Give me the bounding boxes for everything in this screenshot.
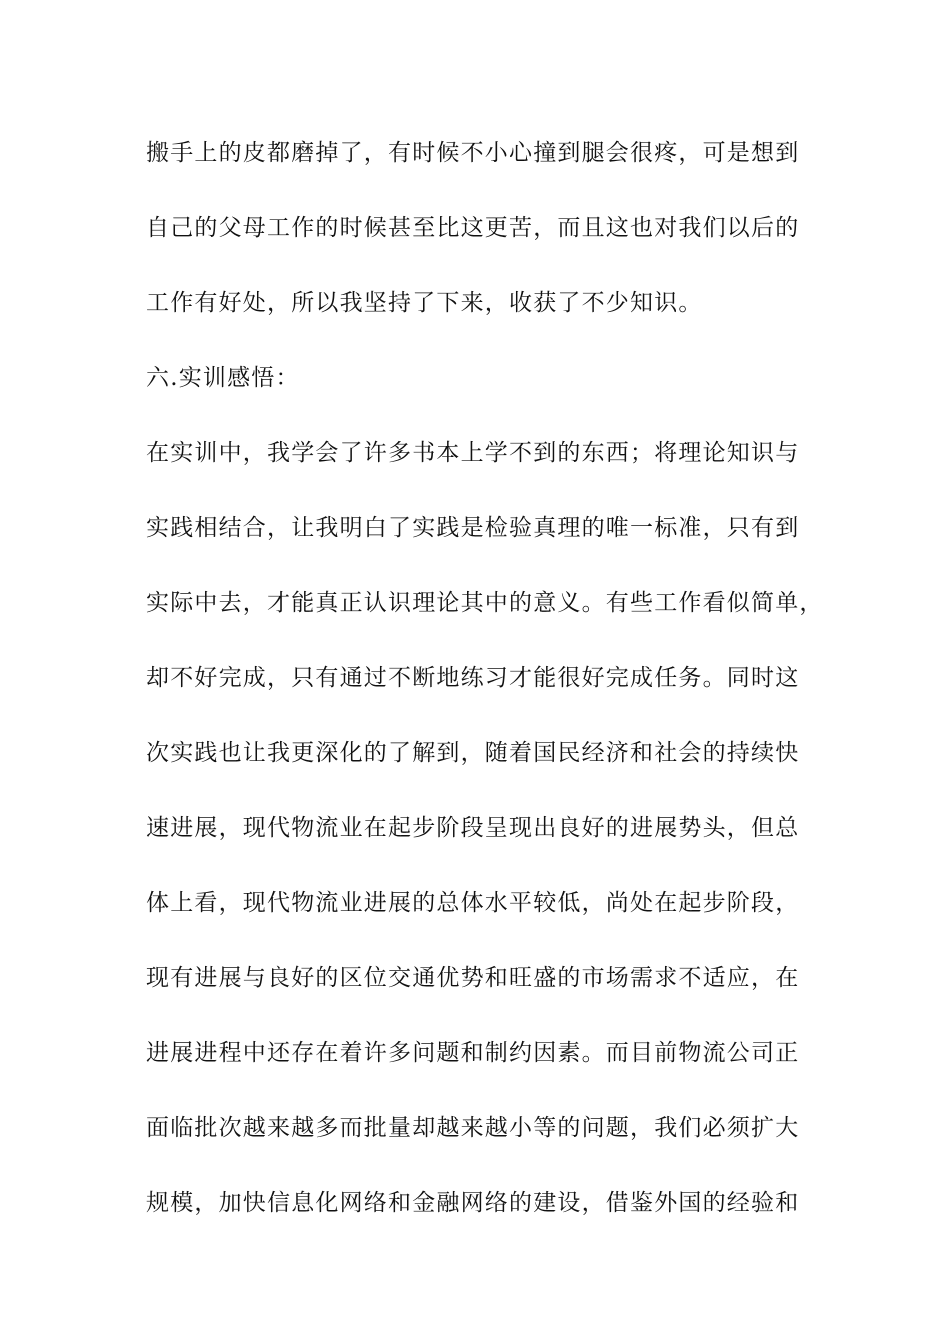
text-line: 次实践也让我更深化的了解到，随着国民经济和社会的持续快 xyxy=(146,740,800,766)
text-line: 在实训中，我学会了许多书本上学不到的东西；将理论知识与 xyxy=(146,440,800,466)
text-line: 现有进展与良好的区位交通优势和旺盛的市场需求不适应，在 xyxy=(146,965,800,991)
text-line: 实际中去，才能真正认识理论其中的意义。有些工作看似简单， xyxy=(146,590,824,616)
text-line: 规模，加快信息化网络和金融网络的建设，借鉴外国的经验和 xyxy=(146,1190,800,1216)
text-line: 搬手上的皮都磨掉了，有时候不小心撞到腿会很疼，可是想到 xyxy=(146,140,800,166)
body-text xyxy=(146,128,824,1253)
text-line: 面临批次越来越多而批量却越来越小等的问题，我们必须扩大 xyxy=(146,1115,800,1141)
text-line: 进展进程中还存在着许多问题和制约因素。而目前物流公司正 xyxy=(146,1040,800,1066)
text-line: 自己的父母工作的时候甚至比这更苦，而且这也对我们以后的 xyxy=(146,215,800,241)
text-line: 体上看，现代物流业进展的总体水平较低，尚处在起步阶段， xyxy=(146,890,800,916)
text-line: 却不好完成，只有通过不断地练习才能很好完成任务。同时这 xyxy=(146,665,800,691)
section-heading: 六.实训感悟： xyxy=(146,365,300,391)
text-line: 速进展，现代物流业在起步阶段呈现出良好的进展势头，但总 xyxy=(146,815,800,841)
text-line: 实践相结合，让我明白了实践是检验真理的唯一标准，只有到 xyxy=(146,515,800,541)
text-line: 工作有好处，所以我坚持了下来，收获了不少知识。 xyxy=(146,290,703,316)
